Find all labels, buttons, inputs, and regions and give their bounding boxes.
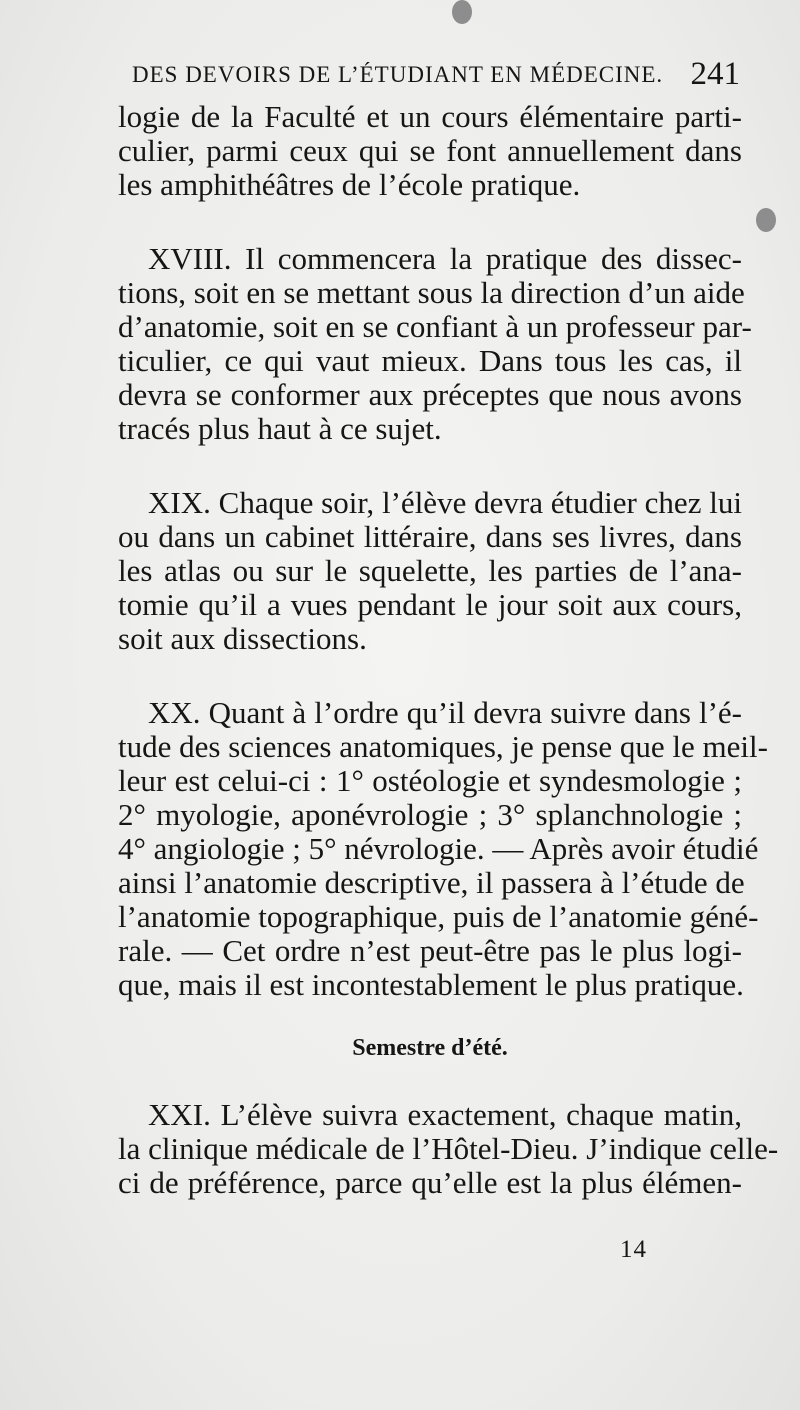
text-line: logie de la Faculté et un cours élémentaire parti- — [118, 99, 742, 134]
text-line: ci de préférence, parce qu’elle est la plus élémen- — [118, 1165, 742, 1200]
text-line: d’anatomie, soit en se confiant à un professeur par- — [118, 309, 752, 344]
ink-spot — [756, 208, 776, 232]
text-line: ou dans un cabinet littéraire, dans ses livres, dans — [118, 519, 742, 554]
text-line: ainsi l’anatomie descriptive, il passera à l’étude de — [118, 865, 745, 900]
text-line: culier, parmi ceux qui se font annuellement dans — [118, 133, 742, 168]
text-line: les amphithéâtres de l’école pratique. — [118, 167, 581, 202]
text-line: les atlas ou sur le squelette, les parties de l’ana- — [118, 553, 742, 588]
text-line: tions, soit en se mettant sous la direction d’un aide — [118, 275, 745, 310]
text-line: devra se conformer aux préceptes que nous avons — [118, 377, 742, 412]
page-header — [132, 54, 742, 96]
text-line: tracés plus haut à ce sujet. — [118, 411, 442, 446]
paragraph-xx — [118, 695, 768, 1002]
signature-mark: 14 — [620, 1236, 647, 1263]
text-line: 4° angiologie ; 5° névrologie. — Après avoir étudié — [118, 831, 759, 866]
paragraph-continuation — [118, 100, 742, 202]
paragraph-xviii — [118, 241, 752, 446]
text-line: soit aux dissections. — [118, 621, 367, 656]
text-line: que, mais il est incontestablement le plus pratique. — [118, 967, 744, 1002]
text-line: XVIII. Il commencera la pratique des dissec- — [148, 241, 742, 276]
ink-spot — [452, 0, 472, 24]
text-line: ticulier, ce qui vaut mieux. Dans tous les cas, il — [118, 343, 742, 378]
text-line: la clinique médicale de l’Hôtel-Dieu. J’indique celle- — [118, 1131, 779, 1166]
text-line: XIX. Chaque soir, l’élève devra étudier chez lui — [148, 485, 742, 520]
text-line: rale. — Cet ordre n’est peut-être pas le plus logi- — [118, 933, 742, 968]
text-line: 2° myologie, aponévrologie ; 3° splanchnologie ; — [118, 797, 742, 832]
text-line: tomie qu’il a vues pendant le jour soit aux cours, — [118, 587, 742, 622]
text-line: tude des sciences anatomiques, je pense que le meil- — [118, 729, 768, 764]
paragraph-xxi — [118, 1097, 779, 1200]
text-line: leur est celui-ci : 1° ostéologie et syndesmologie ; — [118, 763, 742, 798]
body-text — [118, 99, 779, 1200]
running-title: DES DEVOIRS DE L’ÉTUDIANT EN MÉDECINE. — [132, 62, 664, 87]
paragraph-xix — [118, 486, 742, 656]
text-line: XX. Quant à l’ordre qu’il devra suivre dans l’é- — [148, 695, 742, 730]
page-number: 241 — [690, 56, 740, 92]
text-line: l’anatomie topographique, puis de l’anatomie géné- — [118, 899, 759, 934]
text-line: XXI. L’élève suivra exactement, chaque matin, — [148, 1097, 742, 1132]
section-heading: Semestre d’été. — [352, 1035, 508, 1061]
